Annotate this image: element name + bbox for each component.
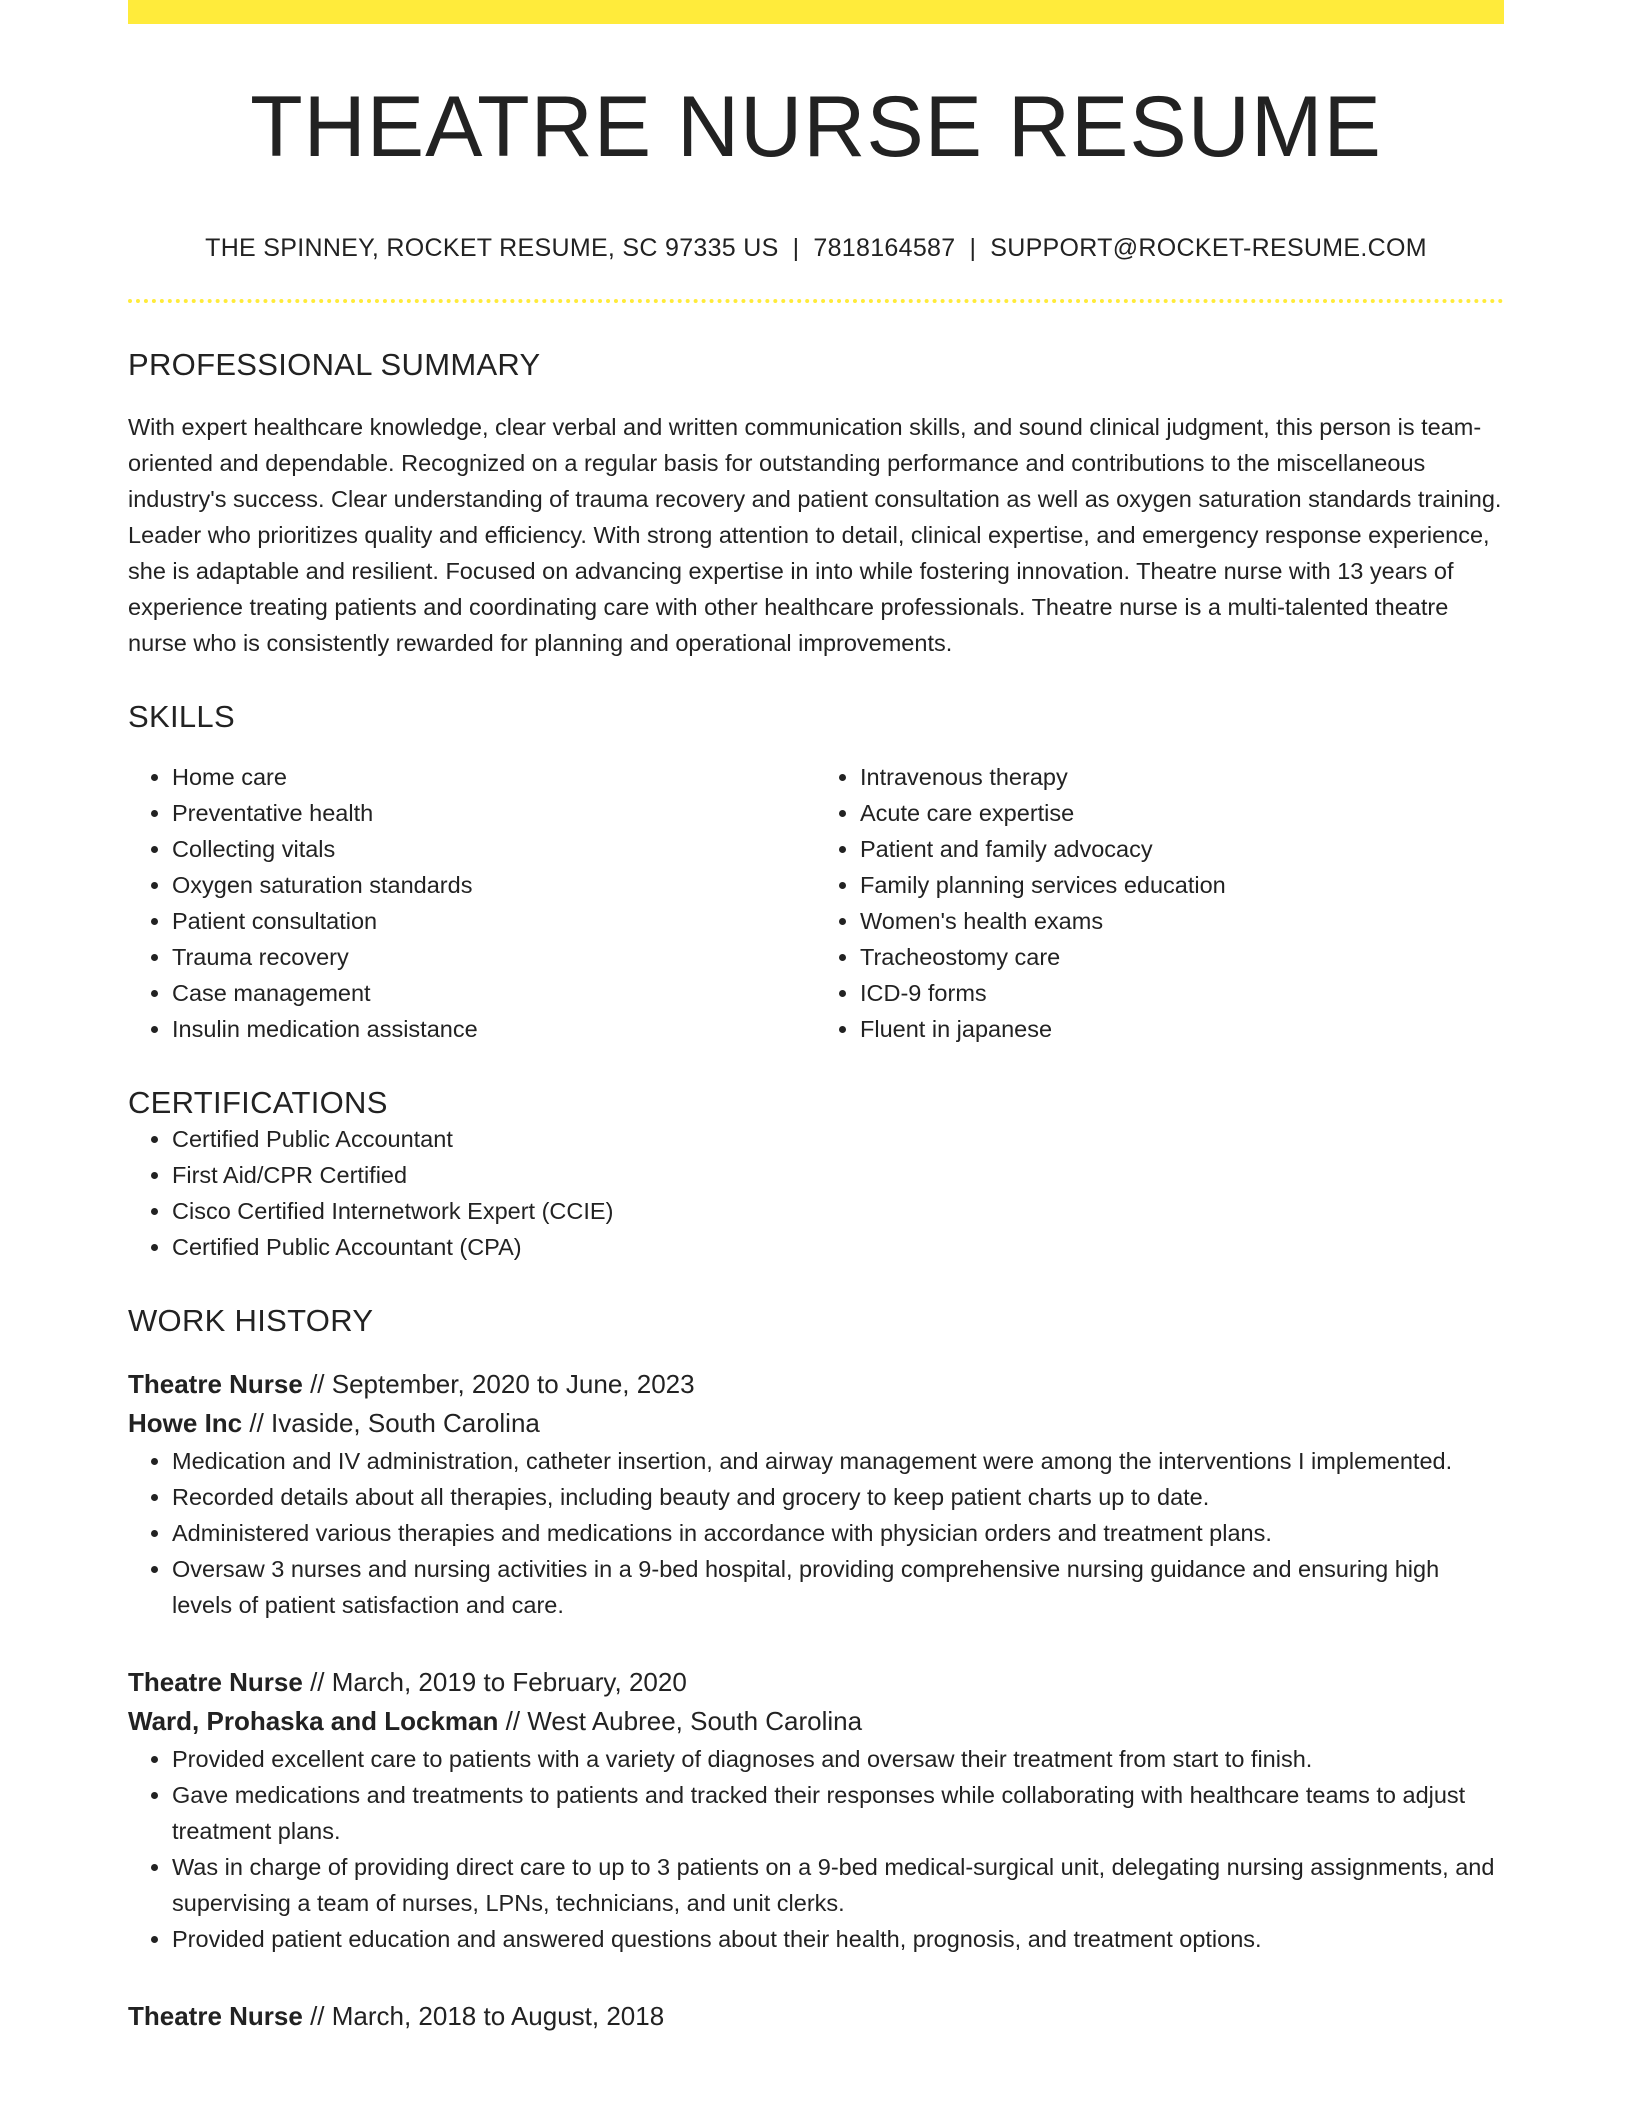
skill-item: • Family planning services education xyxy=(860,867,1504,903)
summary-heading: PROFESSIONAL SUMMARY xyxy=(128,347,541,383)
work-history-heading: WORK HISTORY xyxy=(128,1303,374,1339)
job-title-line xyxy=(128,1663,1504,1702)
job-dates: // March, 2019 to February, 2020 xyxy=(302,1667,687,1698)
resume-title: THEATRE NURSE RESUME xyxy=(250,79,1382,175)
certifications-list xyxy=(128,1121,1504,1265)
contact-phone: 7818164587 xyxy=(813,234,956,263)
skill-item: • ICD-9 forms xyxy=(860,975,1504,1011)
skill-item: • Case management xyxy=(172,975,816,1011)
job-duty-item: • Recorded details about all therapies, including beauty and grocery to keep patient charts up to date. xyxy=(172,1479,1504,1515)
job-duty-item: • Provided excellent care to patients with a variety of diagnoses and oversaw their treatment from start to finish. xyxy=(172,1741,1504,1777)
certification-item: • First Aid/CPR Certified xyxy=(172,1157,1504,1193)
job-entry xyxy=(128,1365,1504,1623)
job-location: // West Aubree, South Carolina xyxy=(498,1706,863,1737)
job-company: Ward, Prohaska and Lockman xyxy=(128,1706,499,1737)
skills-grid xyxy=(128,759,1504,1047)
job-location: // Ivaside, South Carolina xyxy=(242,1408,540,1439)
job-title-line xyxy=(128,1997,1504,2036)
summary-text: With expert healthcare knowledge, clear verbal and written communication skills, and sound clinical judgment, this person is team-oriented and dependable. Recognized on a regular basis for outstanding performance and contributions to the miscellaneous industry's success. Clear understanding of trauma recovery and patient consultation as well as oxygen saturation standards training. Leader who prioritizes quality and efficiency. With strong attention to detail, clinical expertise, and emergency response experience, she is adaptable and resilient. Focused on advancing expertise in into while fostering innovation. Theatre nurse with 13 years of experience treating patients and coordinating care with other healthcare professionals. Theatre nurse is a multi-talented theatre nurse who is consistently rewarded for planning and operational improvements. xyxy=(128,414,1502,657)
job-duties-list xyxy=(128,1443,1504,1623)
contact-separator: | xyxy=(792,234,800,263)
job-duty-item: • Oversaw 3 nurses and nursing activities in a 9-bed hospital, providing comprehensive nursing guidance and ensuring high levels of patient satisfaction and care. xyxy=(172,1551,1504,1623)
job-duty-item: • Was in charge of providing direct care to up to 3 patients on a 9-bed medical-surgical unit, delegating nursing assignments, and supervising a team of nurses, LPNs, technicians, and unit clerks. xyxy=(172,1849,1504,1921)
skill-item: • Women's health exams xyxy=(860,903,1504,939)
skill-item: • Oxygen saturation standards xyxy=(172,867,816,903)
job-company: Howe Inc xyxy=(128,1408,243,1439)
contact-line xyxy=(128,234,1504,263)
job-title: Theatre Nurse xyxy=(128,1369,303,1400)
skill-item: • Patient and family advocacy xyxy=(860,831,1504,867)
skill-item: • Collecting vitals xyxy=(172,831,816,867)
job-duty-item: • Provided patient education and answered questions about their health, prognosis, and treatment options. xyxy=(172,1921,1504,1957)
certifications-heading: CERTIFICATIONS xyxy=(128,1085,388,1121)
job-title: Theatre Nurse xyxy=(128,2001,303,2032)
contact-separator: | xyxy=(969,234,977,263)
header-divider xyxy=(128,299,1504,303)
skills-list-left xyxy=(128,759,816,1047)
job-company-line xyxy=(128,1702,1504,1741)
skill-item: • Patient consultation xyxy=(172,903,816,939)
contact-email: SUPPORT@ROCKET-RESUME.COM xyxy=(990,234,1427,263)
skill-item: • Fluent in japanese xyxy=(860,1011,1504,1047)
job-entry xyxy=(128,1997,1504,2036)
skills-list-right xyxy=(816,759,1504,1047)
skill-item: • Insulin medication assistance xyxy=(172,1011,816,1047)
skill-item: • Home care xyxy=(172,759,816,795)
contact-address: THE SPINNEY, ROCKET RESUME, SC 97335 US xyxy=(205,234,779,263)
job-entry xyxy=(128,1663,1504,1957)
skills-column-right xyxy=(816,759,1504,1047)
certification-item: • Cisco Certified Internetwork Expert (CCIE) xyxy=(172,1193,1504,1229)
skill-item: • Trauma recovery xyxy=(172,939,816,975)
job-dates: // March, 2018 to August, 2018 xyxy=(302,2001,665,2032)
certification-item: • Certified Public Accountant (CPA) xyxy=(172,1229,1504,1265)
skill-item: • Acute care expertise xyxy=(860,795,1504,831)
resume-page xyxy=(128,0,1504,2036)
skills-column-left xyxy=(128,759,816,1047)
skill-item: • Tracheostomy care xyxy=(860,939,1504,975)
job-duty-item: • Medication and IV administration, catheter insertion, and airway management were among the interventions I implemented. xyxy=(172,1443,1504,1479)
job-duty-item: • Administered various therapies and medications in accordance with physician orders and treatment plans. xyxy=(172,1515,1504,1551)
certification-item: • Certified Public Accountant xyxy=(172,1121,1504,1157)
job-title-line xyxy=(128,1365,1504,1404)
job-company-line xyxy=(128,1404,1504,1443)
job-duties-list xyxy=(128,1741,1504,1957)
job-title: Theatre Nurse xyxy=(128,1667,303,1698)
accent-top-bar xyxy=(128,0,1504,24)
skills-heading: SKILLS xyxy=(128,699,235,735)
job-duty-item: • Gave medications and treatments to patients and tracked their responses while collaborating with healthcare teams to adjust treatment plans. xyxy=(172,1777,1504,1849)
skill-item: • Preventative health xyxy=(172,795,816,831)
skill-item: • Intravenous therapy xyxy=(860,759,1504,795)
job-dates: // September, 2020 to June, 2023 xyxy=(302,1369,695,1400)
work-history-list xyxy=(128,1365,1504,2036)
